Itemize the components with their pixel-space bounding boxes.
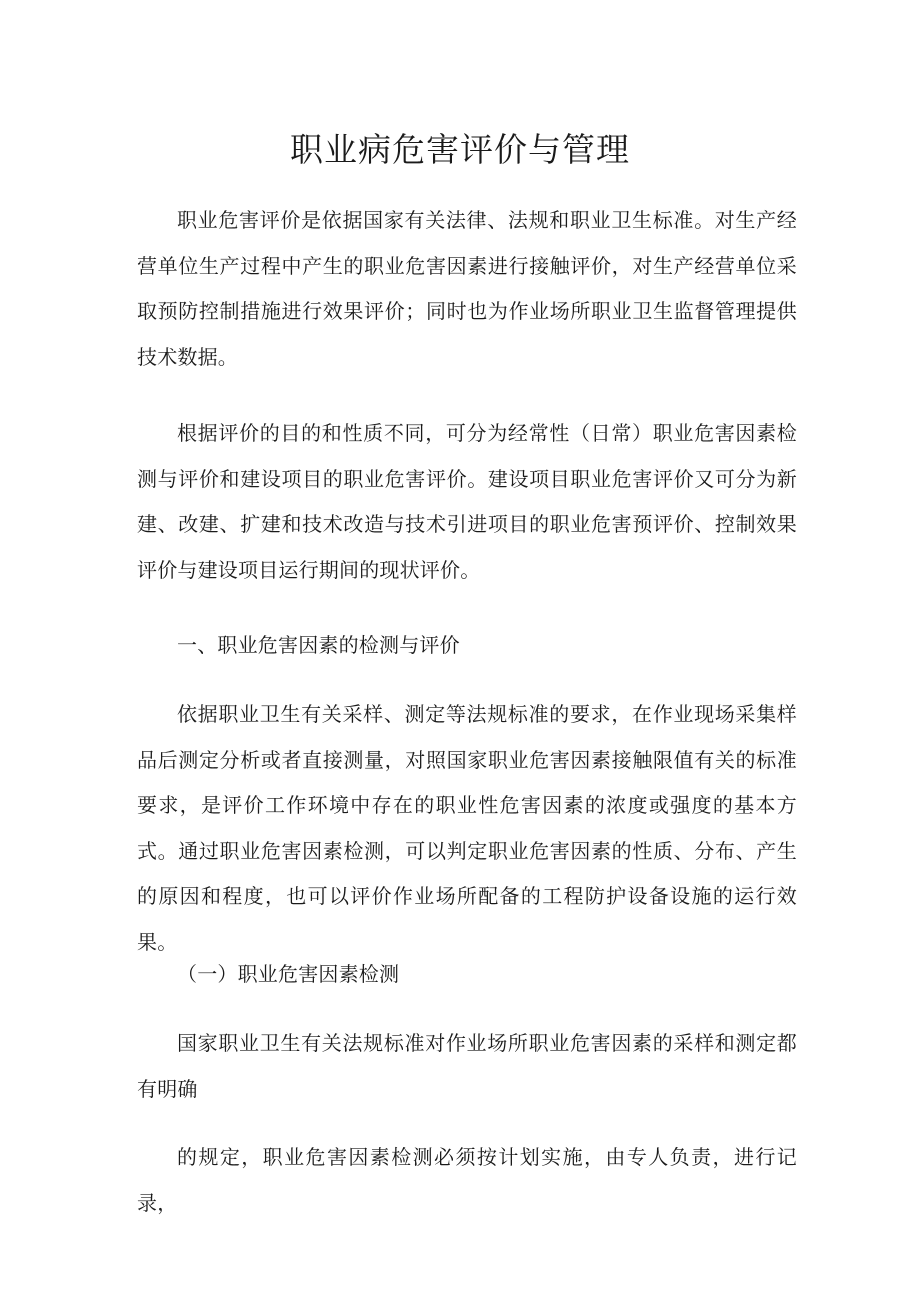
paragraph-detection-method: 依据职业卫生有关采样、测定等法规标准的要求，在作业现场采集样品后测定分析或者直接测量，对照国家职业危害因素接触限值有关的标准要求，是评价工作环境中存在的职业性危害因素的浓度或强度的基本方式。通过职业危害因素检测，可以判定职业危害因素的性质、分布、产生的原因和程度，也可以评价作业场所配备的工程防护设备设施的运行效果。 (137, 702, 797, 954)
paragraph-evaluation-definition: 职业危害评价是依据国家有关法律、法规和职业卫生标准。对生产经营单位生产过程中产生的职业危害因素进行接触评价，对生产经营单位采取预防控制措施进行效果评价；同时也为作业场所职业卫生监督管理提供技术数据。 (137, 208, 797, 369)
paragraph-sampling-regulations: 国家职业卫生有关法规标准对作业场所职业危害因素的采样和测定都有明确 (137, 1031, 797, 1101)
section-heading-detection-evaluation: 一、职业危害因素的检测与评价 (177, 633, 460, 657)
document-title: 职业病危害评价与管理 (290, 130, 630, 169)
paragraph-detection-plan: 的规定，职业危害因素检测必须按计划实施，由专人负责，进行记录， (137, 1145, 797, 1215)
subsection-heading-hazard-detection: （一）职业危害因素检测 (177, 962, 400, 986)
paragraph-evaluation-types: 根据评价的目的和性质不同，可分为经常性（日常）职业危害因素检测与评价和建设项目的职业危害评价。建设项目职业危害评价又可分为新建、改建、扩建和技术改造与技术引进项目的职业危害预评价、控制效果评价与建设项目运行期间的现状评价。 (137, 421, 797, 582)
